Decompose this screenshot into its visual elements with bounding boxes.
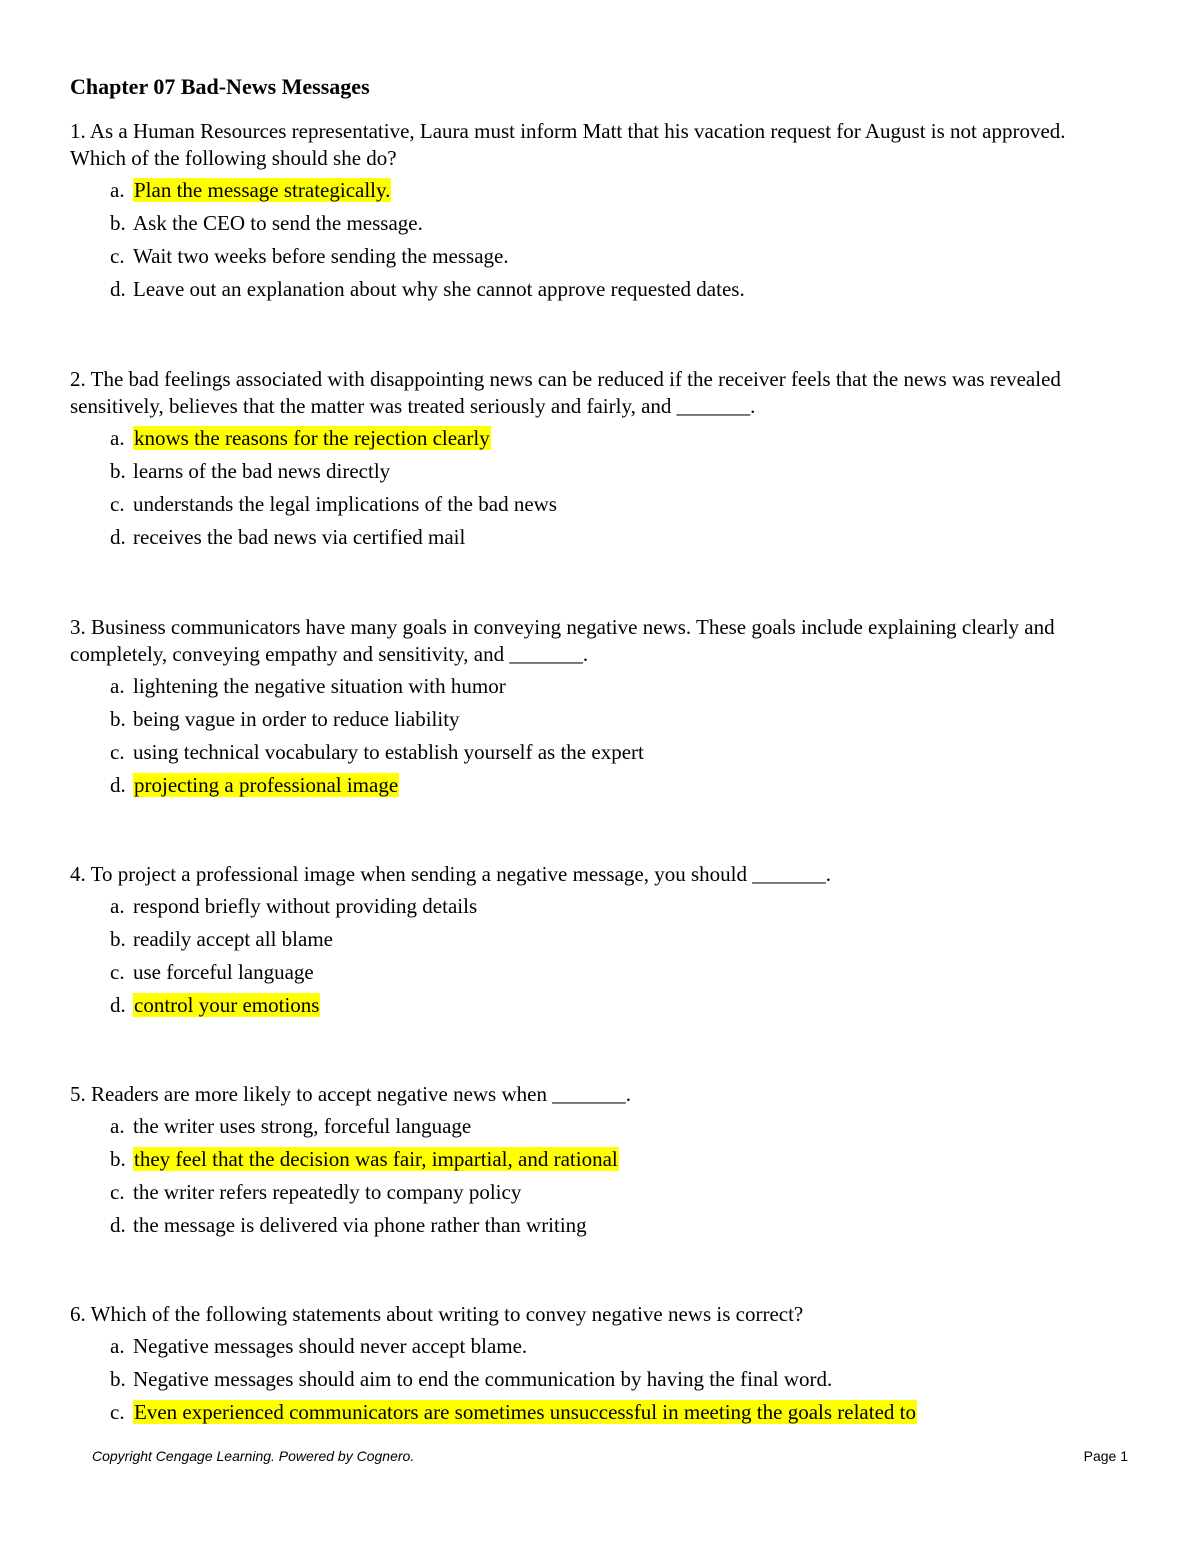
answer-option-c xyxy=(110,1396,1130,1429)
option-text: Negative messages should never accept blame. xyxy=(133,1334,528,1358)
option-letter: c. xyxy=(110,244,125,268)
option-text-highlighted: knows the reasons for the rejection clearly xyxy=(134,426,490,450)
answer-options xyxy=(70,174,1130,306)
option-text: Ask the CEO to send the message. xyxy=(133,211,423,235)
answer-option-b xyxy=(110,923,1130,956)
answer-option-a xyxy=(110,1330,1130,1363)
option-letter: a. xyxy=(110,674,125,698)
option-letter: d. xyxy=(110,277,126,301)
answer-option-d xyxy=(110,273,1130,306)
option-letter: d. xyxy=(110,993,126,1017)
option-text: lightening the negative situation with humor xyxy=(133,674,506,698)
option-letter: d. xyxy=(110,1213,126,1237)
option-text-highlighted: Plan the message strategically. xyxy=(134,178,391,202)
question-stem: 1. As a Human Resources representative, Laura must inform Matt that his vacation request for August is not approved. Which of the following should she do? xyxy=(70,119,1066,170)
question-stem: 6. Which of the following statements about writing to convey negative news is correct? xyxy=(70,1302,804,1326)
option-letter: b. xyxy=(110,927,126,951)
question-4 xyxy=(70,861,1130,1022)
option-text: the writer refers repeatedly to company policy xyxy=(133,1180,522,1204)
answer-option-d xyxy=(110,769,1130,802)
option-text: Leave out an explanation about why she cannot approve requested dates. xyxy=(133,277,745,301)
option-text: using technical vocabulary to establish yourself as the expert xyxy=(133,740,644,764)
answer-option-b xyxy=(110,455,1130,488)
option-letter: b. xyxy=(110,211,126,235)
option-text: the writer uses strong, forceful language xyxy=(133,1114,472,1138)
option-text: respond briefly without providing details xyxy=(133,894,478,918)
copyright-footer: Copyright Cengage Learning. Powered by Cognero. xyxy=(92,1448,415,1464)
answer-option-a xyxy=(110,890,1130,923)
question-2 xyxy=(70,366,1130,554)
option-letter: b. xyxy=(110,1367,126,1391)
option-letter: a. xyxy=(110,1334,125,1358)
option-letter: c. xyxy=(110,1400,125,1424)
option-text: readily accept all blame xyxy=(133,927,333,951)
option-text: understands the legal implications of the bad news xyxy=(133,492,557,516)
option-text: learns of the bad news directly xyxy=(133,459,391,483)
option-letter: b. xyxy=(110,1147,126,1171)
question-stem: 5. Readers are more likely to accept negative news when _______. xyxy=(70,1082,631,1106)
option-letter: b. xyxy=(110,707,126,731)
option-letter: a. xyxy=(110,894,125,918)
answer-options xyxy=(70,670,1130,802)
answer-option-a xyxy=(110,422,1130,455)
question-stem: 4. To project a professional image when sending a negative message, you should _______. xyxy=(70,862,831,886)
option-text: receives the bad news via certified mail xyxy=(133,525,466,549)
answer-option-b xyxy=(110,207,1130,240)
answer-options xyxy=(70,1110,1130,1242)
option-letter: c. xyxy=(110,492,125,516)
option-letter: a. xyxy=(110,178,125,202)
answer-option-c xyxy=(110,240,1130,273)
answer-options xyxy=(70,422,1130,554)
option-letter: d. xyxy=(110,525,126,549)
answer-option-b xyxy=(110,1143,1130,1176)
option-text: Negative messages should aim to end the communication by having the final word. xyxy=(133,1367,833,1391)
question-stem: 2. The bad feelings associated with disappointing news can be reduced if the receiver feels that the news was revealed sensitively, believes that the matter was treated seriously and fairly, and _______. xyxy=(70,367,1061,418)
option-letter: c. xyxy=(110,1180,125,1204)
answer-option-a xyxy=(110,1110,1130,1143)
question-6 xyxy=(70,1301,1130,1429)
option-letter: a. xyxy=(110,426,125,450)
option-letter: b. xyxy=(110,459,126,483)
option-letter: a. xyxy=(110,1114,125,1138)
option-text: use forceful language xyxy=(133,960,314,984)
answer-option-d xyxy=(110,1209,1130,1242)
answer-option-a xyxy=(110,174,1130,207)
question-1 xyxy=(70,118,1130,306)
option-text: being vague in order to reduce liability xyxy=(133,707,460,731)
option-text: Wait two weeks before sending the message. xyxy=(133,244,509,268)
question-3 xyxy=(70,614,1130,802)
question-5 xyxy=(70,1081,1130,1242)
answer-option-d xyxy=(110,521,1130,554)
option-text-highlighted: they feel that the decision was fair, impartial, and rational xyxy=(134,1147,618,1171)
option-letter: c. xyxy=(110,960,125,984)
option-text-highlighted: control your emotions xyxy=(134,993,320,1017)
option-letter: d. xyxy=(110,773,126,797)
page-number: Page 1 xyxy=(1083,1448,1128,1464)
answer-option-d xyxy=(110,989,1130,1022)
question-stem: 3. Business communicators have many goals in conveying negative news. These goals include explaining clearly and completely, conveying empathy and sensitivity, and _______. xyxy=(70,615,1055,666)
answer-option-b xyxy=(110,703,1130,736)
answer-options xyxy=(70,1330,1130,1429)
answer-option-c xyxy=(110,1176,1130,1209)
answer-option-a xyxy=(110,670,1130,703)
answer-option-c xyxy=(110,736,1130,769)
option-letter: c. xyxy=(110,740,125,764)
chapter-title: Chapter 07 Bad-News Messages xyxy=(70,74,370,99)
answer-options xyxy=(70,890,1130,1022)
option-text-highlighted: projecting a professional image xyxy=(134,773,399,797)
answer-option-b xyxy=(110,1363,1130,1396)
option-text-highlighted: Even experienced communicators are sometimes unsuccessful in meeting the goals related to xyxy=(134,1400,916,1424)
answer-option-c xyxy=(110,956,1130,989)
option-text: the message is delivered via phone rather than writing xyxy=(133,1213,587,1237)
answer-option-c xyxy=(110,488,1130,521)
